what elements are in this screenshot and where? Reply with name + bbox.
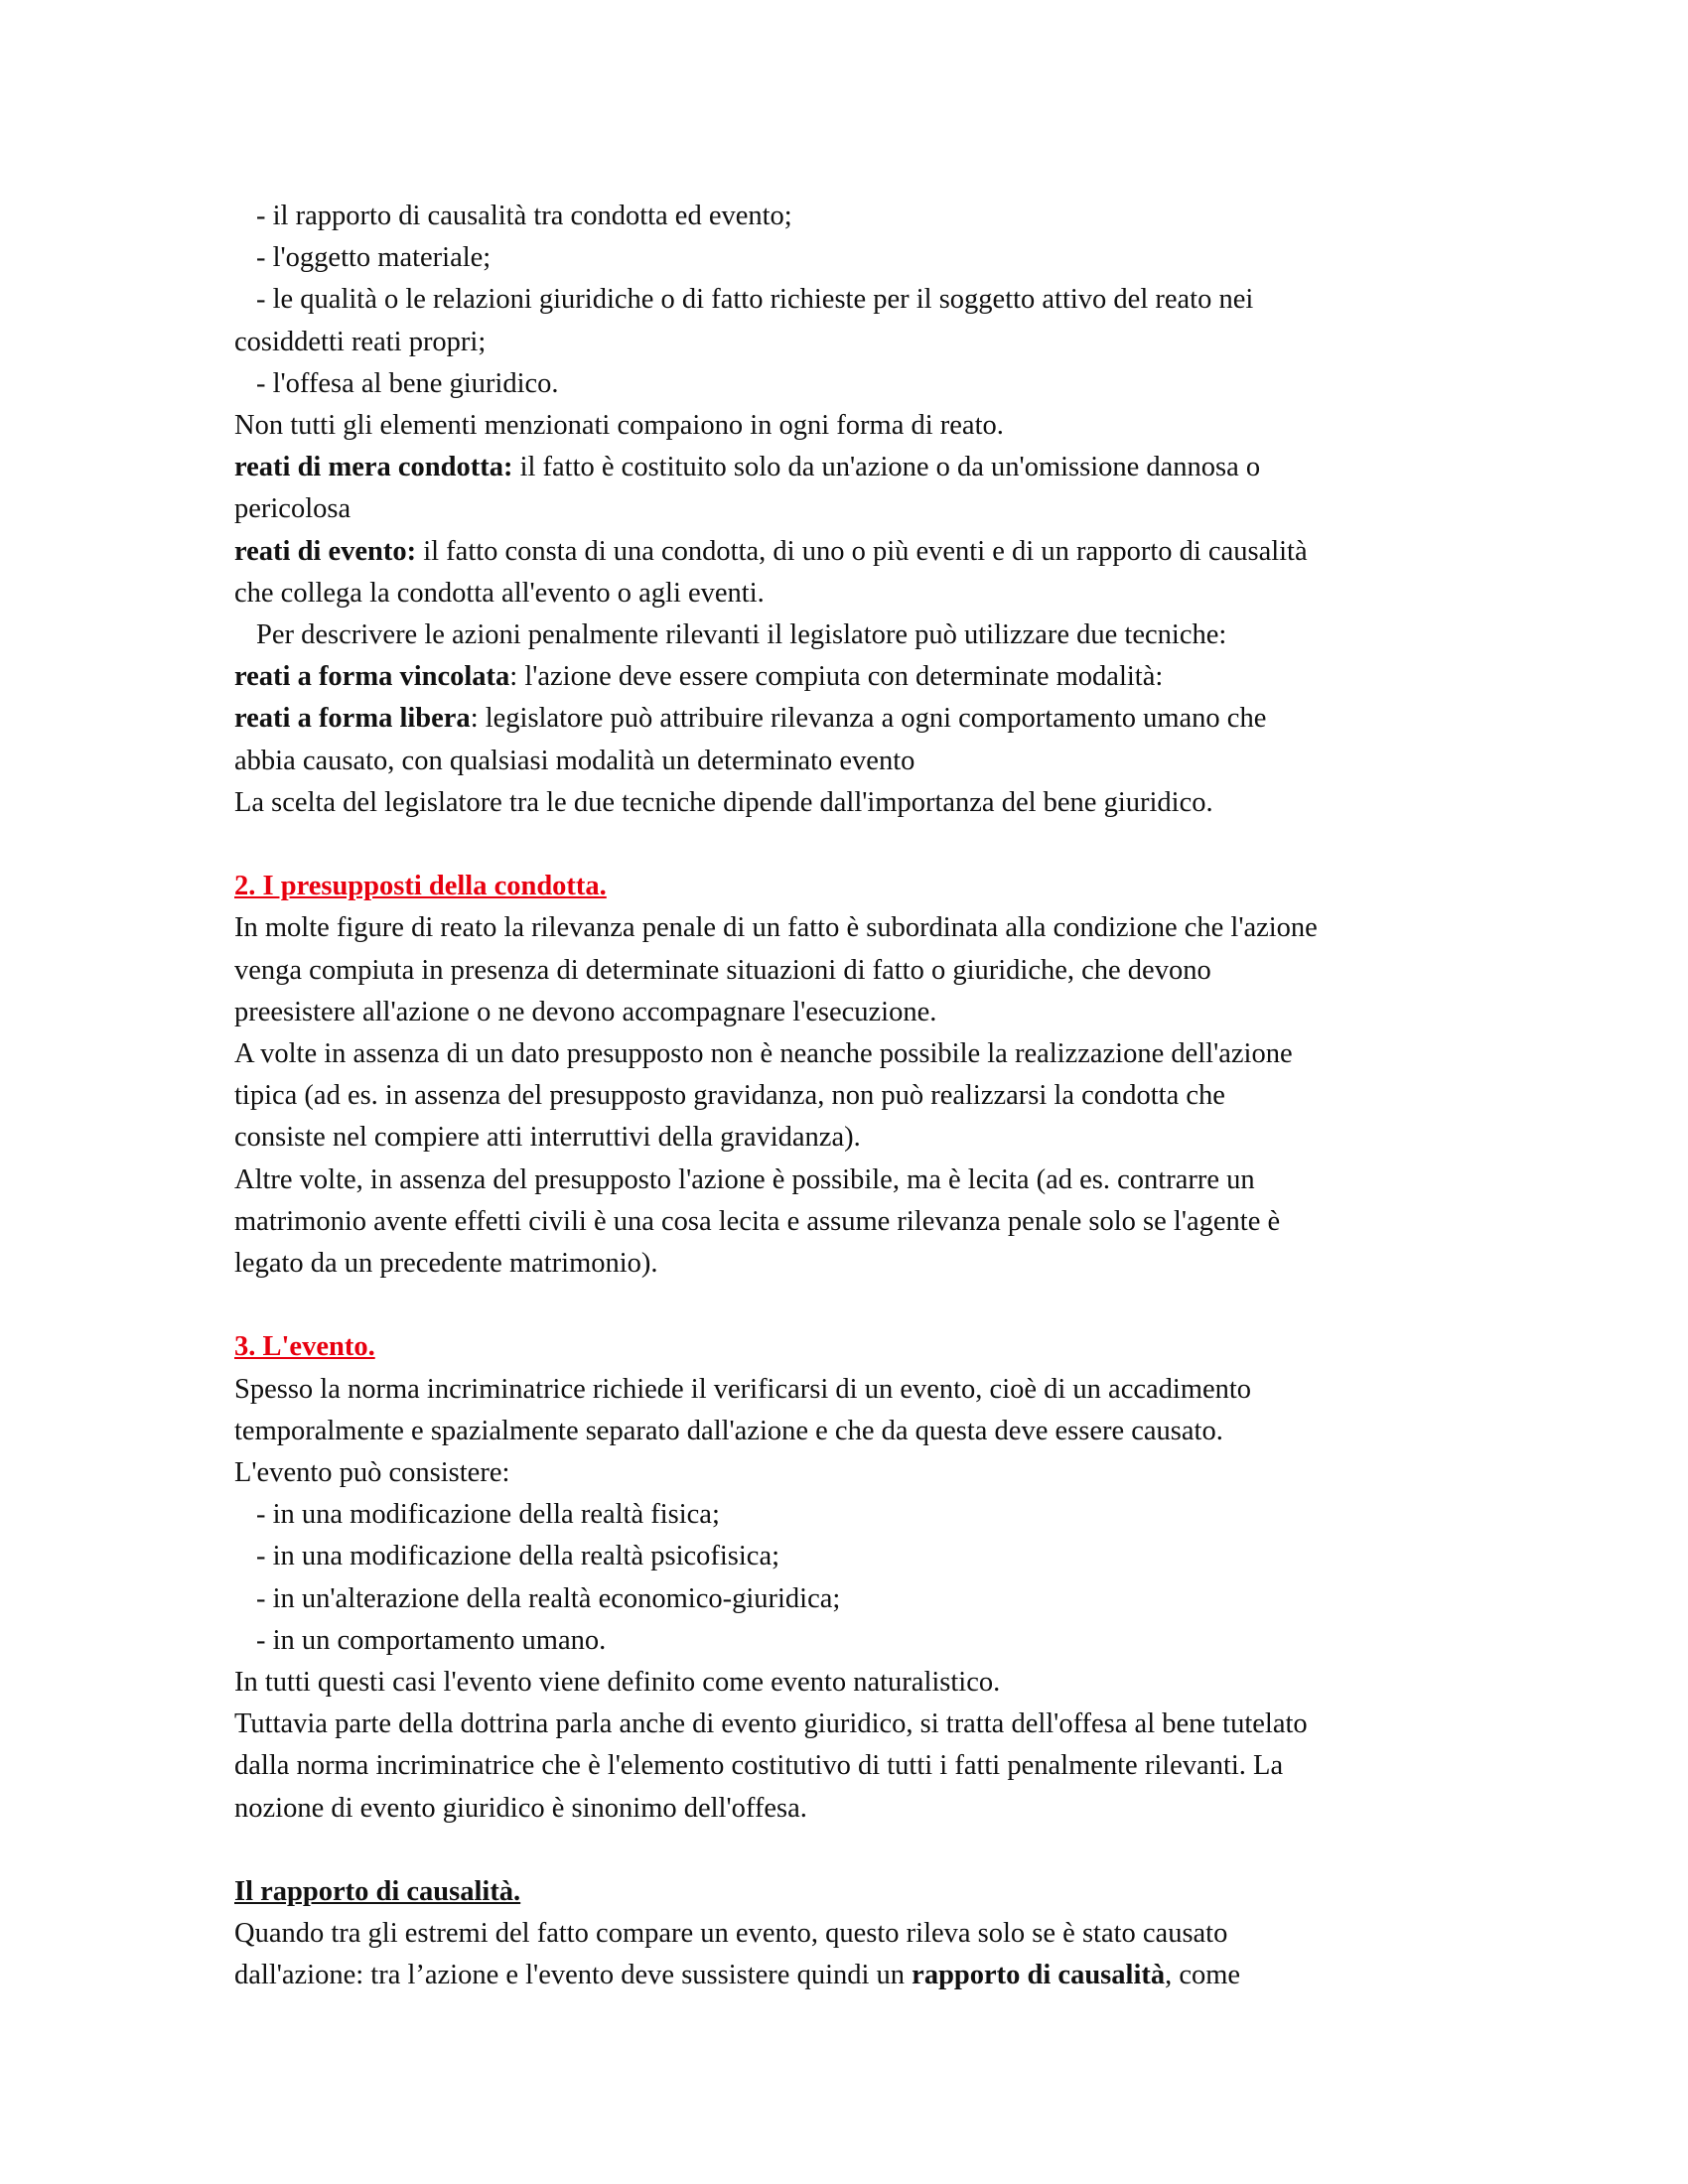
- definition-text: : legislatore può attribuire rilevanza a ogni comportamento umano che: [470, 703, 1267, 735]
- list-item: - l'offesa al bene giuridico.: [256, 367, 559, 399]
- text-run: , come: [1165, 1960, 1241, 1991]
- term: reati a forma vincolata: [234, 661, 510, 693]
- section-3-title: 3. L'evento.: [234, 1331, 375, 1363]
- term: rapporto di causalità: [912, 1960, 1166, 1991]
- paragraph: L'evento può consistere:: [234, 1457, 510, 1489]
- paragraph: La scelta del legislatore tra le due tecniche dipende dall'importanza del bene giuridico.: [234, 786, 1213, 818]
- section-heading: [234, 866, 1466, 907]
- paragraph: nozione di evento giuridico è sinonimo dell'offesa.: [234, 1792, 807, 1824]
- paragraph: tipica (ad es. in assenza del presupposto gravidanza, non può realizzarsi la condotta che: [234, 1080, 1225, 1112]
- paragraph: Non tutti gli elementi menzionati compaiono in ogni forma di reato.: [234, 410, 1004, 442]
- definition-reati-evento: [234, 531, 1466, 573]
- section-heading: [234, 1871, 1466, 1913]
- paragraph: che collega la condotta all'evento o agli eventi.: [234, 577, 765, 609]
- list-item: - l'oggetto materiale;: [256, 242, 492, 274]
- definition-text: : l'azione deve essere compiuta con determinate modalità:: [509, 661, 1164, 693]
- section-heading: [234, 1326, 1466, 1368]
- paragraph: In molte figure di reato la rilevanza penale di un fatto è subordinata alla condizione che l'azione: [234, 912, 1318, 944]
- paragraph: A volte in assenza di un dato presupposto non è neanche possibile la realizzazione dell'azione: [234, 1038, 1293, 1070]
- list-item: - in un comportamento umano.: [256, 1624, 607, 1656]
- paragraph: matrimonio avente effetti civili è una cosa lecita e assume rilevanza penale solo se l'agente è: [234, 1205, 1281, 1237]
- paragraph: pericolosa: [234, 493, 352, 525]
- paragraph: dalla norma incriminatrice che è l'elemento costitutivo di tutti i fatti penalmente rilevanti. La: [234, 1750, 1284, 1782]
- paragraph: [234, 1955, 1466, 1996]
- list-item: - le qualità o le relazioni giuridiche o di fatto richieste per il soggetto attivo del reato nei: [256, 284, 1254, 316]
- definition-forma-libera: [234, 698, 1466, 740]
- paragraph: Per descrivere le azioni penalmente rilevanti il legislatore può utilizzare due tecniche:: [256, 619, 1227, 651]
- term: reati di evento:: [234, 535, 417, 567]
- document-page: [234, 196, 1466, 1997]
- list-item: - in una modificazione della realtà fisica;: [256, 1499, 720, 1531]
- section-2-title: 2. I presupposti della condotta.: [234, 871, 607, 902]
- definition-text: il fatto è costituito solo da un'azione o da un'omissione dannosa o: [512, 452, 1261, 483]
- paragraph: Altre volte, in assenza del presupposto l'azione è possibile, ma è lecita (ad es. contrarre un: [234, 1163, 1255, 1195]
- text-run: dall'azione: tra l’azione e l'evento deve sussistere quindi un: [234, 1960, 913, 1991]
- list-item: - in un'alterazione della realtà economico-giuridica;: [256, 1582, 841, 1614]
- paragraph: In tutti questi casi l'evento viene definito come evento naturalistico.: [234, 1667, 1001, 1699]
- list-item-continuation: cosiddetti reati propri;: [234, 326, 487, 357]
- paragraph: legato da un precedente matrimonio).: [234, 1248, 658, 1280]
- paragraph: Tuttavia parte della dottrina parla anche di evento giuridico, si tratta dell'offesa al bene tutelato: [234, 1708, 1308, 1740]
- list-item: - in una modificazione della realtà psicofisica;: [256, 1541, 780, 1572]
- definition-mera-condotta: [234, 447, 1466, 488]
- paragraph: temporalmente e spazialmente separato dall'azione e che da questa deve essere causato.: [234, 1415, 1223, 1446]
- paragraph: preesistere all'azione o ne devono accompagnare l'esecuzione.: [234, 996, 937, 1027]
- paragraph: venga compiuta in presenza di determinate situazioni di fatto o giuridiche, che devono: [234, 954, 1211, 986]
- section-4-title: Il rapporto di causalità.: [234, 1876, 521, 1908]
- term: reati a forma libera: [234, 703, 471, 735]
- term: reati di mera condotta:: [234, 452, 513, 483]
- paragraph: Quando tra gli estremi del fatto compare un evento, questo rileva solo se è stato causato: [234, 1918, 1228, 1950]
- paragraph: consiste nel compiere atti interruttivi della gravidanza).: [234, 1122, 861, 1154]
- paragraph: Spesso la norma incriminatrice richiede il verificarsi di un evento, cioè di un accadimento: [234, 1373, 1252, 1405]
- definition-text: il fatto consta di una condotta, di uno o più eventi e di un rapporto di causalità: [416, 535, 1308, 567]
- list-item: - il rapporto di causalità tra condotta ed evento;: [256, 201, 792, 231]
- paragraph: abbia causato, con qualsiasi modalità un determinato evento: [234, 745, 915, 776]
- definition-forma-vincolata: [234, 656, 1466, 698]
